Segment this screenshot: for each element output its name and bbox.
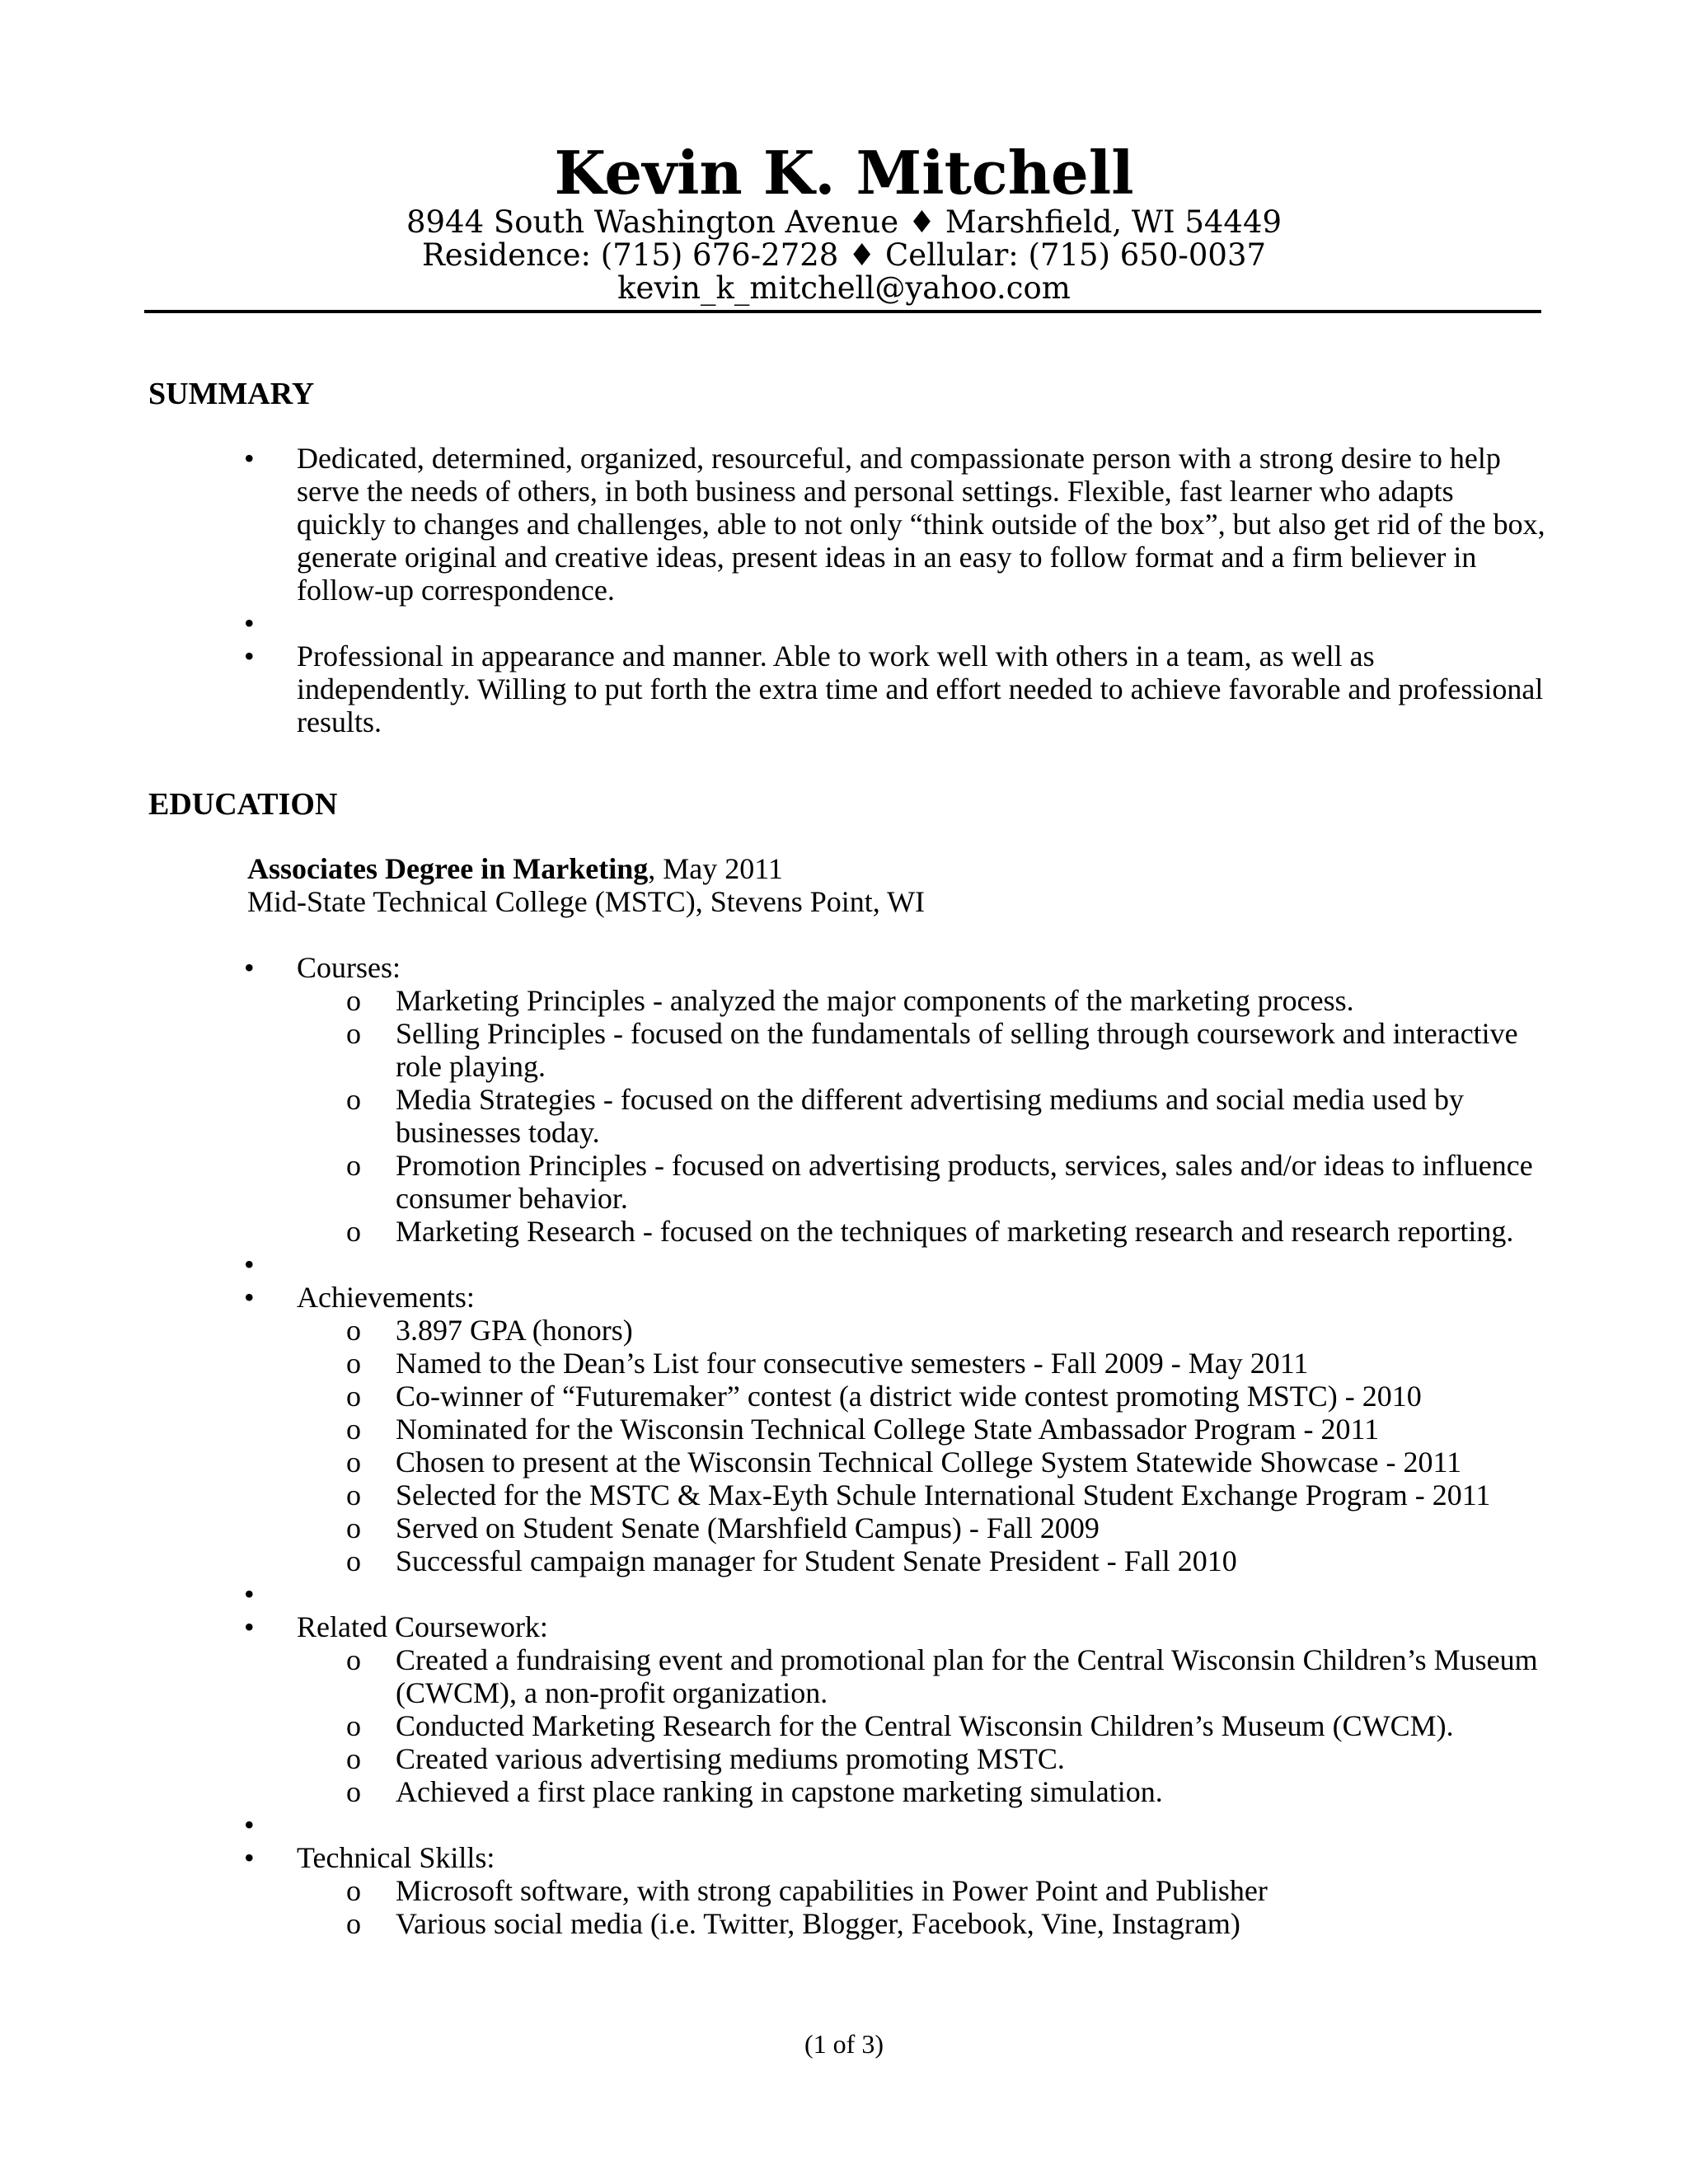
- education-heading: EDUCATION: [148, 787, 338, 822]
- phone-line: Residence: (715) 676-2728 ♦ Cellular: (715) 650-0037: [421, 237, 1267, 273]
- skill-item: o Microsoft software, with strong capabilities in Power Point and Publisher: [148, 1874, 1550, 1907]
- coursework-item: o Created a fundraising event and promotional plan for the Central Wisconsin Children’s Museum (CWCM), a non-profit organization.: [148, 1643, 1550, 1709]
- achievement-item: o Selected for the MSTC & Max-Eyth Schule International Student Exchange Program - 2011: [148, 1479, 1550, 1511]
- degree-title: Associates Degree in Marketing: [247, 852, 649, 885]
- summary-item: • Dedicated, determined, organized, resourceful, and compassionate person with a strong desire to help serve the needs of others, in both business and personal settings. Flexible, fast learner who adapts quickly to changes and challenges, able to not only “think outside of the box”, but also get rid of the box, generate original and creative ideas, present ideas in an easy to follow format and a firm believer in follow-up correspondence.: [148, 442, 1550, 607]
- courses-group: [148, 951, 1550, 1248]
- course-item: o Promotion Principles - focused on advertising products, services, sales and/or ideas to influence consumer behavior.: [148, 1149, 1550, 1215]
- degree-line: [247, 852, 1550, 885]
- achievement-item: o Co-winner of “Futuremaker” contest (a district wide contest promoting MSTC) - 2010: [148, 1380, 1550, 1413]
- header-divider: [144, 310, 1541, 313]
- achievement-item: o 3.897 GPA (honors): [148, 1314, 1550, 1347]
- coursework-item: o Created various advertising mediums promoting MSTC.: [148, 1742, 1550, 1775]
- resume-body: [148, 377, 1550, 1940]
- achievements-label: Achievements:: [297, 1281, 475, 1314]
- courses-list: [148, 984, 1550, 1248]
- degree-block: [148, 852, 1550, 918]
- achievement-item: o Successful campaign manager for Student Senate President - Fall 2010: [148, 1544, 1550, 1577]
- address-line: 8944 South Washington Avenue ♦ Marshfield, WI 54449: [406, 204, 1282, 240]
- skills-group: [148, 1841, 1550, 1940]
- candidate-name: Kevin K. Mitchell: [554, 138, 1134, 208]
- course-item: o Marketing Research - focused on the techniques of marketing research and research reporting.: [148, 1215, 1550, 1248]
- course-item: o Marketing Principles - analyzed the major components of the marketing process.: [148, 984, 1550, 1017]
- course-item: o Selling Principles - focused on the fundamentals of selling through coursework and interactive role playing.: [148, 1017, 1550, 1083]
- achievement-item: o Chosen to present at the Wisconsin Technical College System Statewide Showcase - 2011: [148, 1446, 1550, 1479]
- summary-list: [148, 442, 1550, 738]
- skill-item: o Various social media (i.e. Twitter, Blogger, Facebook, Vine, Instagram): [148, 1907, 1550, 1940]
- degree-date: , May 2011: [648, 852, 783, 885]
- achievement-item: o Named to the Dean’s List four consecutive semesters - Fall 2009 - May 2011: [148, 1347, 1550, 1380]
- course-item: o Media Strategies - focused on the different advertising mediums and social media used by businesses today.: [148, 1083, 1550, 1149]
- courses-label: Courses:: [297, 951, 401, 984]
- skills-label: Technical Skills:: [297, 1841, 495, 1874]
- coursework-list: [148, 1643, 1550, 1808]
- coursework-label: Related Coursework:: [297, 1610, 548, 1643]
- education-list: [148, 951, 1550, 1940]
- summary-item: • Professional in appearance and manner. Able to work well with others in a team, as well as independently. Willing to put forth the extra time and effort needed to achieve favorable and professional results.: [148, 640, 1550, 738]
- achievements-list: [148, 1314, 1550, 1577]
- skills-list: [148, 1874, 1550, 1940]
- achievement-item: o Nominated for the Wisconsin Technical College State Ambassador Program - 2011: [148, 1413, 1550, 1446]
- coursework-item: o Achieved a first place ranking in capstone marketing simulation.: [148, 1775, 1550, 1808]
- summary-heading: SUMMARY: [148, 377, 315, 411]
- email-line: kevin_k_mitchell@yahoo.com: [617, 270, 1071, 306]
- achievement-item: o Served on Student Senate (Marshfield Campus) - Fall 2009: [148, 1511, 1550, 1544]
- school-line: Mid-State Technical College (MSTC), Stevens Point, WI: [247, 885, 926, 918]
- coursework-item: o Conducted Marketing Research for the Central Wisconsin Children’s Museum (CWCM).: [148, 1709, 1550, 1742]
- achievements-group: [148, 1281, 1550, 1577]
- coursework-group: [148, 1610, 1550, 1808]
- resume-header: [0, 140, 1688, 305]
- page-indicator: (1 of 3): [804, 2029, 884, 2059]
